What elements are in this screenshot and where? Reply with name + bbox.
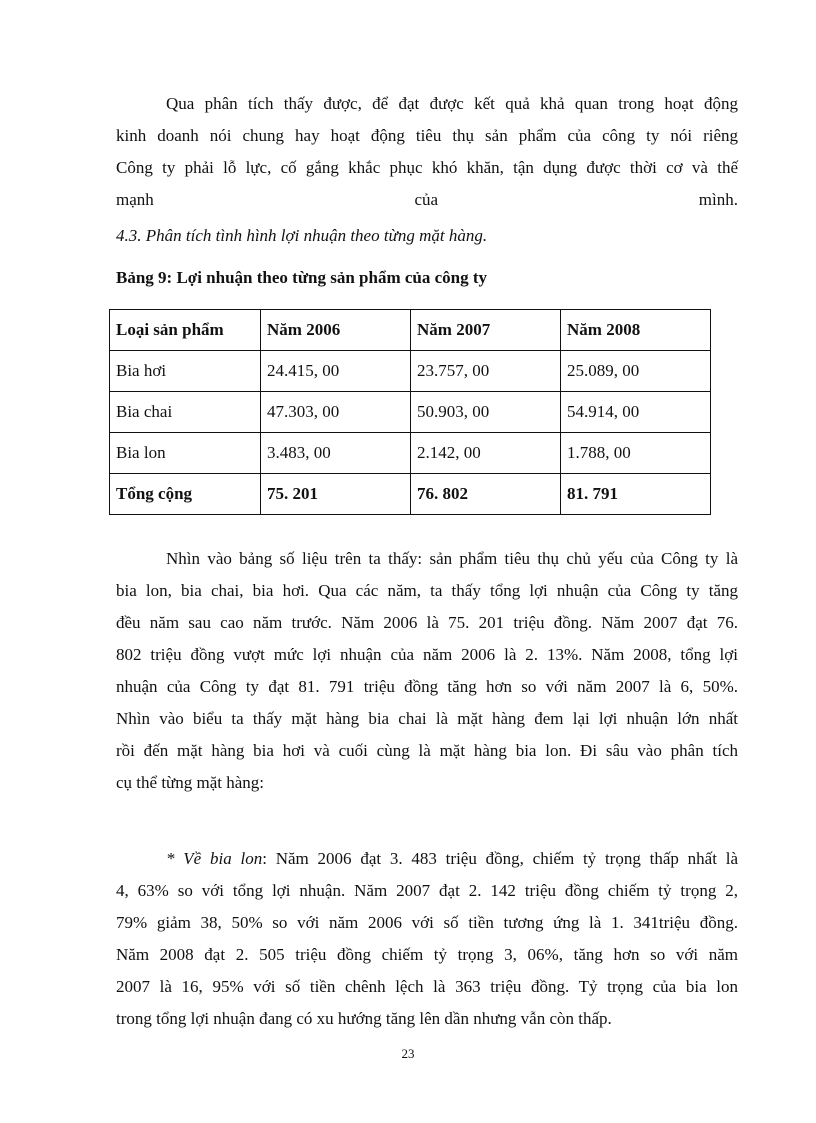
total-cell: 81. 791 xyxy=(561,474,711,515)
text-line: 802 triệu đồng vượt mức lợi nhuận của năm 2006 là 2. 13%. Năm 2008, tổng lợi xyxy=(116,645,738,664)
text-line: Nhìn vào bảng số liệu trên ta thấy: sản phẩm tiêu thụ chủ yếu của Công ty là xyxy=(166,549,738,568)
table-cell: Bia hơi xyxy=(110,351,261,392)
table-cell: 1.788, 00 xyxy=(561,433,711,474)
table-cell: 2.142, 00 xyxy=(411,433,561,474)
text-line: cụ thể từng mặt hàng: xyxy=(116,773,265,792)
analysis-paragraph xyxy=(116,543,738,799)
section-heading: 4.3. Phân tích tình hình lợi nhuận theo từng mặt hàng. xyxy=(116,226,488,245)
text-line: đều năm sau cao năm trước. Năm 2006 là 75. 201 triệu đồng. Năm 2007 đạt 76. xyxy=(116,613,738,632)
header-cell: Năm 2006 xyxy=(261,310,411,351)
table-row xyxy=(110,351,711,392)
profit-table xyxy=(109,309,711,515)
text-line: trong tổng lợi nhuận đang có xu hướng tăng lên dần nhưng vẫn còn thấp. xyxy=(116,1009,612,1028)
table-row xyxy=(110,433,711,474)
text-line: 4, 63% so với tổng lợi nhuận. Năm 2007 đạt 2. 142 triệu đồng chiếm tỷ trọng 2, xyxy=(116,881,738,900)
bia-lon-lead: : Năm 2006 đạt 3. 483 triệu đồng, chiếm tỷ trọng thấp nhất là xyxy=(262,849,738,868)
text-line: Nhìn vào biểu ta thấy mặt hàng bia chai là mặt hàng đem lại lợi nhuận lớn nhất xyxy=(116,709,738,728)
table-header-row xyxy=(110,310,711,351)
table-cell: 50.903, 00 xyxy=(411,392,561,433)
table-cell: 47.303, 00 xyxy=(261,392,411,433)
header-cell: Năm 2007 xyxy=(411,310,561,351)
text-line: Năm 2008 đạt 2. 505 triệu đồng chiếm tỷ trọng 3, 06%, tăng hơn so với năm xyxy=(116,945,738,964)
text-line: rồi đến mặt hàng bia hơi và cuối cùng là mặt hàng bia lon. Đi sâu vào phân tích xyxy=(116,741,738,760)
table-cell: 24.415, 00 xyxy=(261,351,411,392)
total-cell: 76. 802 xyxy=(411,474,561,515)
table-cell: 54.914, 00 xyxy=(561,392,711,433)
total-cell: Tổng cộng xyxy=(110,474,261,515)
bia-lon-label: * Về bia lon xyxy=(166,849,263,868)
header-cell: Năm 2008 xyxy=(561,310,711,351)
table-cell: 3.483, 00 xyxy=(261,433,411,474)
text-line: nhuận của Công ty đạt 81. 791 triệu đồng tăng hơn so với năm 2007 là 6, 50%. xyxy=(116,677,738,696)
intro-paragraph xyxy=(116,88,738,216)
text-line: kinh doanh nói chung hay hoạt động tiêu thụ sản phẩm của công ty nói riêng xyxy=(116,126,738,145)
table-caption: Bảng 9: Lợi nhuận theo từng sản phẩm của công ty xyxy=(116,268,488,287)
text-line: Qua phân tích thấy được, để đạt được kết quả khả quan trong hoạt động xyxy=(166,94,738,113)
text-line: bia lon, bia chai, bia hơi. Qua các năm, ta thấy tổng lợi nhuận của Công ty tăng xyxy=(116,581,738,600)
text-line: mạnh của mình. xyxy=(116,190,738,209)
table-cell: Bia chai xyxy=(110,392,261,433)
table-row xyxy=(110,392,711,433)
page-number: 23 xyxy=(401,1046,415,1061)
table-cell: 25.089, 00 xyxy=(561,351,711,392)
header-cell: Loại sản phẩm xyxy=(110,310,261,351)
table-cell: Bia lon xyxy=(110,433,261,474)
total-cell: 75. 201 xyxy=(261,474,411,515)
text-line: 79% giảm 38, 50% so với năm 2006 với số tiền tương ứng là 1. 341triệu đồng. xyxy=(116,913,738,932)
text-line xyxy=(116,843,738,875)
table-cell: 23.757, 00 xyxy=(411,351,561,392)
bia-lon-paragraph xyxy=(116,843,738,1035)
text-line: Công ty phải lỗ lực, cố gắng khắc phục khó khăn, tận dụng được thời cơ và thế xyxy=(116,158,738,177)
text-line: 2007 là 16, 95% với số tiền chênh lệch là 363 triệu đồng. Tỷ trọng của bia lon xyxy=(116,977,738,996)
table-total-row xyxy=(110,474,711,515)
